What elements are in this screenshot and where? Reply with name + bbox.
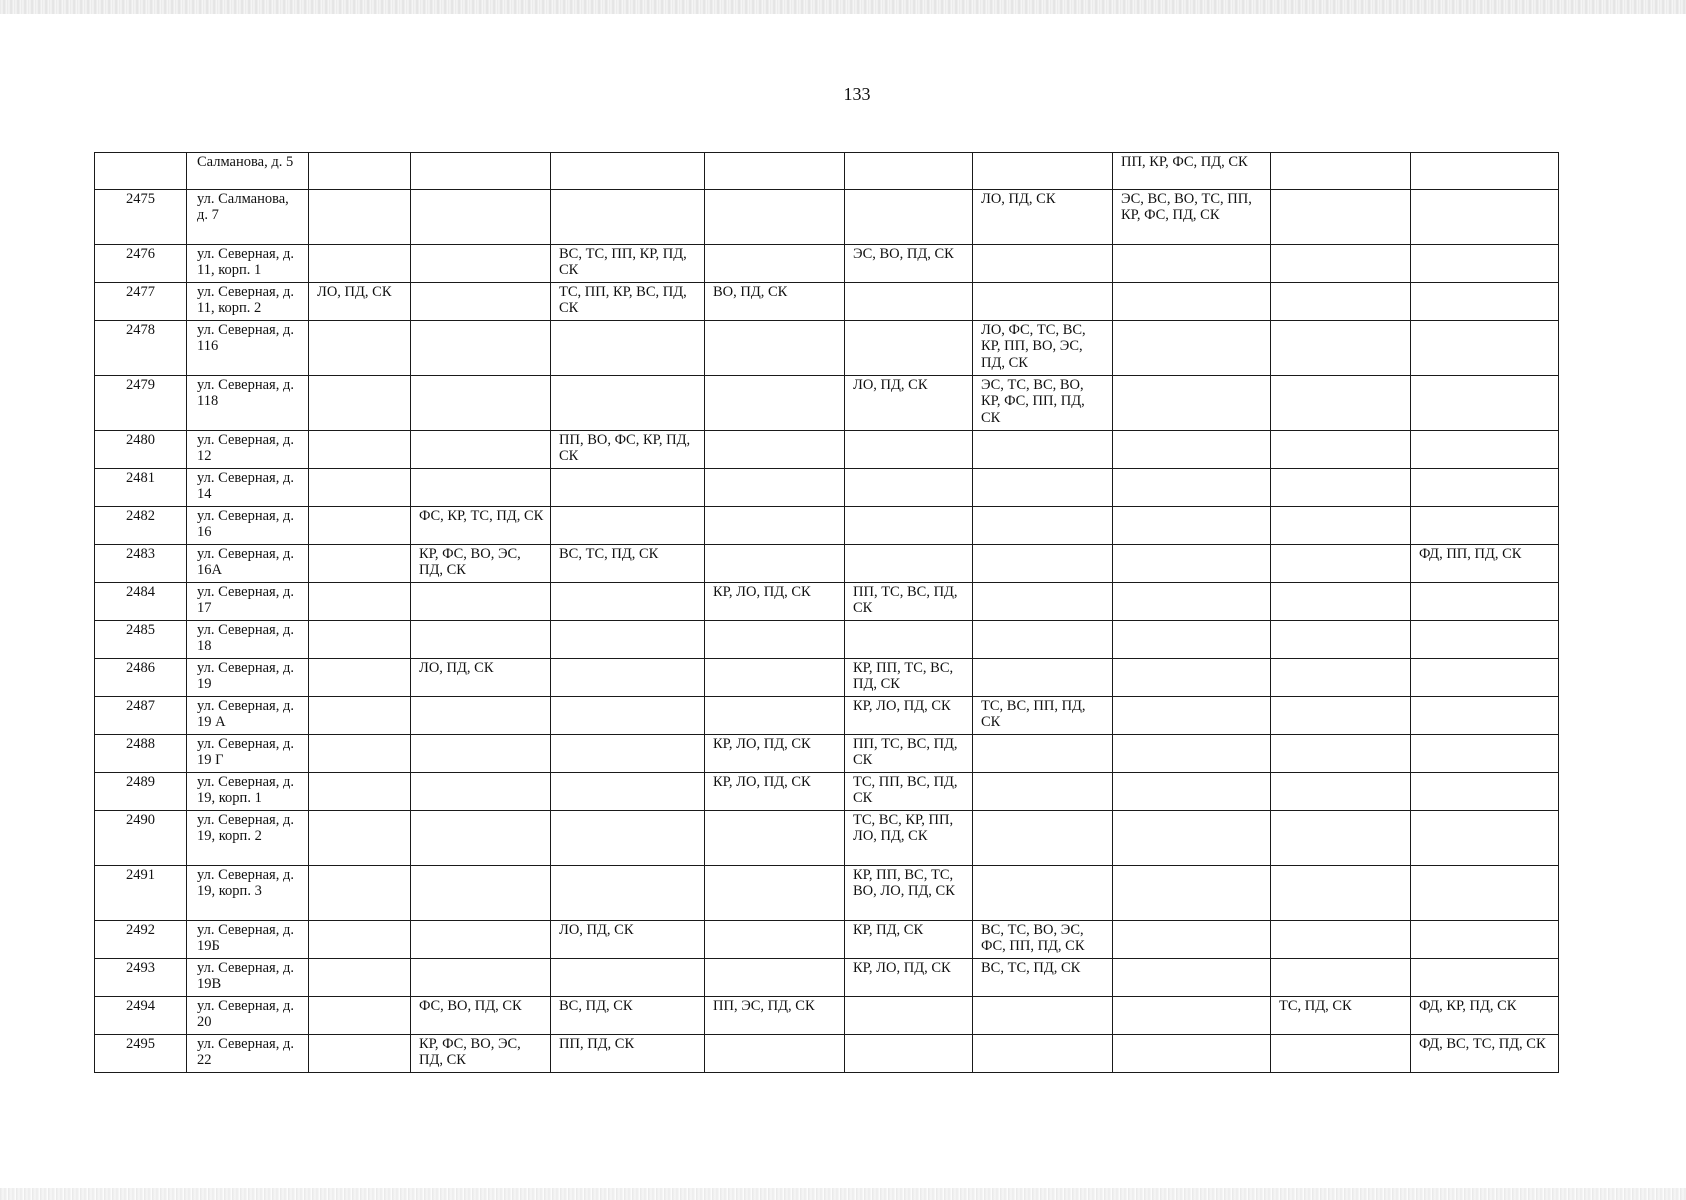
works-cell xyxy=(705,321,845,376)
works-cell xyxy=(309,997,411,1035)
works-cell xyxy=(1411,697,1559,735)
address-cell: ул. Северная, д. 11, корп. 2 xyxy=(187,283,309,321)
works-cell xyxy=(705,153,845,190)
works-cell: ТС, ПП, КР, ВС, ПД, СК xyxy=(551,283,705,321)
row-number-cell: 2476 xyxy=(95,245,187,283)
works-cell: ЛО, ПД, СК xyxy=(551,921,705,959)
works-cell xyxy=(1411,190,1559,245)
address-cell: Салманова, д. 5 xyxy=(187,153,309,190)
works-cell xyxy=(1113,697,1271,735)
works-cell: ТС, ВС, ПП, ПД, СК xyxy=(973,697,1113,735)
table-row xyxy=(95,583,1559,621)
table-row xyxy=(95,866,1559,921)
works-cell xyxy=(973,866,1113,921)
works-cell: ЛО, ПД, СК xyxy=(309,283,411,321)
works-cell xyxy=(705,431,845,469)
works-cell xyxy=(1411,245,1559,283)
works-cell xyxy=(1271,811,1411,866)
row-number-cell: 2494 xyxy=(95,997,187,1035)
address-cell: ул. Северная, д. 19 А xyxy=(187,697,309,735)
works-cell: ПП, КР, ФС, ПД, СК xyxy=(1113,153,1271,190)
works-cell: КР, ПП, ВС, ТС, ВО, ЛО, ПД, СК xyxy=(845,866,973,921)
scan-edge-bottom xyxy=(0,1188,1686,1200)
works-cell xyxy=(1271,1035,1411,1073)
works-cell xyxy=(845,321,973,376)
works-cell xyxy=(411,697,551,735)
works-cell xyxy=(1411,773,1559,811)
works-cell xyxy=(411,811,551,866)
works-cell: КР, ЛО, ПД, СК xyxy=(705,735,845,773)
works-cell xyxy=(411,583,551,621)
works-cell xyxy=(1271,431,1411,469)
works-cell xyxy=(705,866,845,921)
works-cell xyxy=(1411,921,1559,959)
works-cell xyxy=(1113,245,1271,283)
table-row xyxy=(95,545,1559,583)
works-cell xyxy=(1271,153,1411,190)
works-cell xyxy=(411,469,551,507)
works-cell xyxy=(845,153,973,190)
works-cell: ПП, ТС, ВС, ПД, СК xyxy=(845,583,973,621)
works-cell xyxy=(705,545,845,583)
works-cell xyxy=(309,659,411,697)
works-cell: ФС, КР, ТС, ПД, СК xyxy=(411,507,551,545)
works-cell xyxy=(845,190,973,245)
works-cell xyxy=(551,321,705,376)
works-cell: КР, ПП, ТС, ВС, ПД, СК xyxy=(845,659,973,697)
works-cell xyxy=(1271,583,1411,621)
table-row xyxy=(95,321,1559,376)
works-cell xyxy=(551,659,705,697)
works-cell: ЛО, ПД, СК xyxy=(411,659,551,697)
works-cell xyxy=(705,1035,845,1073)
works-cell: ЭС, ВО, ПД, СК xyxy=(845,245,973,283)
table-row xyxy=(95,921,1559,959)
address-cell: ул. Северная, д. 16 xyxy=(187,507,309,545)
works-cell xyxy=(309,697,411,735)
works-cell xyxy=(973,659,1113,697)
row-number-cell: 2484 xyxy=(95,583,187,621)
works-cell: ПП, ВО, ФС, КР, ПД, СК xyxy=(551,431,705,469)
works-cell xyxy=(973,811,1113,866)
address-cell: ул. Северная, д. 19, корп. 2 xyxy=(187,811,309,866)
works-cell xyxy=(551,621,705,659)
row-number-cell xyxy=(95,153,187,190)
works-cell xyxy=(1411,735,1559,773)
works-cell xyxy=(551,469,705,507)
works-cell xyxy=(411,431,551,469)
works-cell xyxy=(845,621,973,659)
works-cell xyxy=(1113,921,1271,959)
works-cell xyxy=(309,773,411,811)
works-cell xyxy=(973,431,1113,469)
works-cell: ЭС, ТС, ВС, ВО, КР, ФС, ПП, ПД, СК xyxy=(973,376,1113,431)
works-cell: ВС, ТС, ВО, ЭС, ФС, ПП, ПД, СК xyxy=(973,921,1113,959)
table-row xyxy=(95,997,1559,1035)
address-cell: ул. Северная, д. 14 xyxy=(187,469,309,507)
works-cell xyxy=(551,866,705,921)
page-number: 133 xyxy=(843,84,871,104)
works-cell xyxy=(411,866,551,921)
works-cell xyxy=(973,773,1113,811)
works-cell xyxy=(973,545,1113,583)
row-number-cell: 2493 xyxy=(95,959,187,997)
table-row xyxy=(95,153,1559,190)
works-cell: ВС, ПД, СК xyxy=(551,997,705,1035)
works-cell xyxy=(1271,469,1411,507)
works-cell: КР, ФС, ВО, ЭС, ПД, СК xyxy=(411,545,551,583)
works-cell: ЛО, ФС, ТС, ВС, КР, ПП, ВО, ЭС, ПД, СК xyxy=(973,321,1113,376)
table-row xyxy=(95,659,1559,697)
works-cell xyxy=(973,1035,1113,1073)
works-cell xyxy=(309,190,411,245)
table-row xyxy=(95,1035,1559,1073)
works-cell xyxy=(705,811,845,866)
works-cell xyxy=(411,959,551,997)
works-cell: ЛО, ПД, СК xyxy=(973,190,1113,245)
works-cell xyxy=(551,811,705,866)
works-cell xyxy=(309,735,411,773)
works-cell xyxy=(309,431,411,469)
works-cell xyxy=(551,153,705,190)
works-cell xyxy=(309,1035,411,1073)
works-cell xyxy=(1411,283,1559,321)
works-cell xyxy=(309,376,411,431)
row-number-cell: 2483 xyxy=(95,545,187,583)
table-row xyxy=(95,376,1559,431)
works-cell: КР, ЛО, ПД, СК xyxy=(845,959,973,997)
works-cell xyxy=(411,773,551,811)
works-cell xyxy=(309,545,411,583)
works-cell: ТС, ПД, СК xyxy=(1271,997,1411,1035)
row-number-cell: 2485 xyxy=(95,621,187,659)
address-cell: ул. Северная, д. 116 xyxy=(187,321,309,376)
works-cell xyxy=(1113,621,1271,659)
works-cell xyxy=(1113,659,1271,697)
register-body xyxy=(95,153,1559,1073)
row-number-cell: 2475 xyxy=(95,190,187,245)
works-cell xyxy=(309,866,411,921)
works-cell xyxy=(845,283,973,321)
works-cell xyxy=(411,245,551,283)
address-cell: ул. Северная, д. 22 xyxy=(187,1035,309,1073)
works-cell xyxy=(1411,866,1559,921)
works-cell xyxy=(705,469,845,507)
works-cell xyxy=(845,469,973,507)
address-cell: ул. Северная, д. 19, корп. 1 xyxy=(187,773,309,811)
works-cell: ПП, ЭС, ПД, СК xyxy=(705,997,845,1035)
works-cell xyxy=(309,245,411,283)
table-row xyxy=(95,469,1559,507)
works-cell xyxy=(1271,545,1411,583)
works-cell xyxy=(973,469,1113,507)
row-number-cell: 2488 xyxy=(95,735,187,773)
address-cell: ул. Северная, д. 16А xyxy=(187,545,309,583)
works-cell xyxy=(551,190,705,245)
works-cell xyxy=(1271,866,1411,921)
works-cell xyxy=(309,469,411,507)
row-number-cell: 2479 xyxy=(95,376,187,431)
works-cell xyxy=(973,245,1113,283)
works-cell xyxy=(1411,431,1559,469)
table-row xyxy=(95,735,1559,773)
works-cell xyxy=(1113,376,1271,431)
address-cell: ул. Северная, д. 20 xyxy=(187,997,309,1035)
works-cell xyxy=(1271,697,1411,735)
works-cell xyxy=(309,321,411,376)
address-cell: ул. Салманова, д. 7 xyxy=(187,190,309,245)
works-cell xyxy=(845,997,973,1035)
row-number-cell: 2489 xyxy=(95,773,187,811)
works-cell: ВС, ТС, ПД, СК xyxy=(551,545,705,583)
row-number-cell: 2491 xyxy=(95,866,187,921)
works-cell xyxy=(1411,507,1559,545)
works-cell xyxy=(411,621,551,659)
table-row xyxy=(95,190,1559,245)
works-cell xyxy=(1411,583,1559,621)
works-cell xyxy=(309,811,411,866)
works-cell xyxy=(1113,735,1271,773)
works-cell xyxy=(705,376,845,431)
works-cell xyxy=(973,507,1113,545)
address-cell: ул. Северная, д. 19В xyxy=(187,959,309,997)
works-cell xyxy=(1271,621,1411,659)
table-row xyxy=(95,697,1559,735)
table-row xyxy=(95,621,1559,659)
works-cell xyxy=(411,735,551,773)
table-row xyxy=(95,507,1559,545)
works-cell xyxy=(1411,959,1559,997)
works-cell xyxy=(1113,773,1271,811)
works-cell xyxy=(705,921,845,959)
works-cell: ТС, ПП, ВС, ПД, СК xyxy=(845,773,973,811)
works-cell xyxy=(1113,1035,1271,1073)
address-cell: ул. Северная, д. 12 xyxy=(187,431,309,469)
row-number-cell: 2478 xyxy=(95,321,187,376)
works-cell xyxy=(411,921,551,959)
row-number-cell: 2480 xyxy=(95,431,187,469)
works-cell: ЛО, ПД, СК xyxy=(845,376,973,431)
works-cell xyxy=(1271,507,1411,545)
works-cell xyxy=(1271,245,1411,283)
works-cell xyxy=(551,735,705,773)
works-cell xyxy=(1271,283,1411,321)
address-cell: ул. Северная, д. 118 xyxy=(187,376,309,431)
works-cell xyxy=(309,921,411,959)
works-cell: ПП, ТС, ВС, ПД, СК xyxy=(845,735,973,773)
works-cell xyxy=(973,283,1113,321)
works-cell xyxy=(1271,735,1411,773)
works-cell xyxy=(411,376,551,431)
works-cell xyxy=(1411,811,1559,866)
address-cell: ул. Северная, д. 19, корп. 3 xyxy=(187,866,309,921)
works-cell xyxy=(705,245,845,283)
address-cell: ул. Северная, д. 19 xyxy=(187,659,309,697)
works-cell: ФД, ВС, ТС, ПД, СК xyxy=(1411,1035,1559,1073)
row-number-cell: 2490 xyxy=(95,811,187,866)
works-cell xyxy=(1271,959,1411,997)
works-cell xyxy=(411,153,551,190)
row-number-cell: 2495 xyxy=(95,1035,187,1073)
works-cell xyxy=(705,959,845,997)
works-cell: КР, ЛО, ПД, СК xyxy=(705,773,845,811)
works-cell xyxy=(1113,469,1271,507)
works-cell xyxy=(1411,376,1559,431)
works-cell xyxy=(309,583,411,621)
works-cell xyxy=(1113,545,1271,583)
works-cell xyxy=(1113,321,1271,376)
works-cell xyxy=(309,959,411,997)
works-cell: ВС, ТС, ПП, КР, ПД, СК xyxy=(551,245,705,283)
works-cell xyxy=(1411,153,1559,190)
works-cell xyxy=(845,1035,973,1073)
works-cell: ВС, ТС, ПД, СК xyxy=(973,959,1113,997)
works-cell xyxy=(1113,866,1271,921)
works-cell xyxy=(551,376,705,431)
works-cell xyxy=(551,773,705,811)
row-number-cell: 2487 xyxy=(95,697,187,735)
works-cell xyxy=(1271,921,1411,959)
works-cell xyxy=(1113,431,1271,469)
works-cell: ТС, ВС, КР, ПП, ЛО, ПД, СК xyxy=(845,811,973,866)
works-cell xyxy=(1271,190,1411,245)
address-cell: ул. Северная, д. 11, корп. 1 xyxy=(187,245,309,283)
works-cell xyxy=(845,507,973,545)
works-cell xyxy=(1271,773,1411,811)
works-cell: КР, ЛО, ПД, СК xyxy=(705,583,845,621)
works-cell xyxy=(705,659,845,697)
works-cell xyxy=(551,697,705,735)
works-cell xyxy=(1113,583,1271,621)
works-cell xyxy=(973,621,1113,659)
works-cell xyxy=(845,545,973,583)
table-row xyxy=(95,959,1559,997)
works-cell xyxy=(309,507,411,545)
works-cell xyxy=(1271,321,1411,376)
works-cell xyxy=(1411,659,1559,697)
works-cell xyxy=(411,283,551,321)
table-row xyxy=(95,245,1559,283)
works-cell xyxy=(309,153,411,190)
works-cell xyxy=(973,735,1113,773)
works-cell xyxy=(411,321,551,376)
works-cell xyxy=(705,697,845,735)
works-cell: КР, ПД, СК xyxy=(845,921,973,959)
works-cell xyxy=(1113,997,1271,1035)
works-cell xyxy=(973,153,1113,190)
address-cell: ул. Северная, д. 19Б xyxy=(187,921,309,959)
works-cell xyxy=(1271,659,1411,697)
works-cell: ФС, ВО, ПД, СК xyxy=(411,997,551,1035)
row-number-cell: 2477 xyxy=(95,283,187,321)
register-table xyxy=(94,152,1559,1073)
row-number-cell: 2482 xyxy=(95,507,187,545)
table-row xyxy=(95,431,1559,469)
works-cell xyxy=(1113,811,1271,866)
works-cell xyxy=(411,190,551,245)
works-cell xyxy=(1113,283,1271,321)
works-cell xyxy=(705,507,845,545)
works-cell xyxy=(309,621,411,659)
works-cell: ЭС, ВС, ВО, ТС, ПП, КР, ФС, ПД, СК xyxy=(1113,190,1271,245)
works-cell xyxy=(973,997,1113,1035)
works-cell xyxy=(1411,621,1559,659)
table-row xyxy=(95,811,1559,866)
works-cell: ФД, КР, ПД, СК xyxy=(1411,997,1559,1035)
works-cell xyxy=(551,507,705,545)
works-cell xyxy=(845,431,973,469)
works-cell xyxy=(1411,469,1559,507)
row-number-cell: 2481 xyxy=(95,469,187,507)
works-cell xyxy=(551,583,705,621)
works-cell: ПП, ПД, СК xyxy=(551,1035,705,1073)
works-cell xyxy=(705,621,845,659)
works-cell xyxy=(1113,959,1271,997)
works-cell xyxy=(551,959,705,997)
row-number-cell: 2486 xyxy=(95,659,187,697)
works-cell xyxy=(1411,321,1559,376)
table-row xyxy=(95,283,1559,321)
address-cell: ул. Северная, д. 18 xyxy=(187,621,309,659)
works-cell xyxy=(973,583,1113,621)
works-cell: КР, ФС, ВО, ЭС, ПД, СК xyxy=(411,1035,551,1073)
works-cell: КР, ЛО, ПД, СК xyxy=(845,697,973,735)
works-cell xyxy=(1113,507,1271,545)
works-cell: ВО, ПД, СК xyxy=(705,283,845,321)
works-cell: ФД, ПП, ПД, СК xyxy=(1411,545,1559,583)
table-row xyxy=(95,773,1559,811)
scan-edge-top xyxy=(0,0,1686,14)
address-cell: ул. Северная, д. 19 Г xyxy=(187,735,309,773)
works-cell xyxy=(705,190,845,245)
works-cell xyxy=(1271,376,1411,431)
address-cell: ул. Северная, д. 17 xyxy=(187,583,309,621)
row-number-cell: 2492 xyxy=(95,921,187,959)
